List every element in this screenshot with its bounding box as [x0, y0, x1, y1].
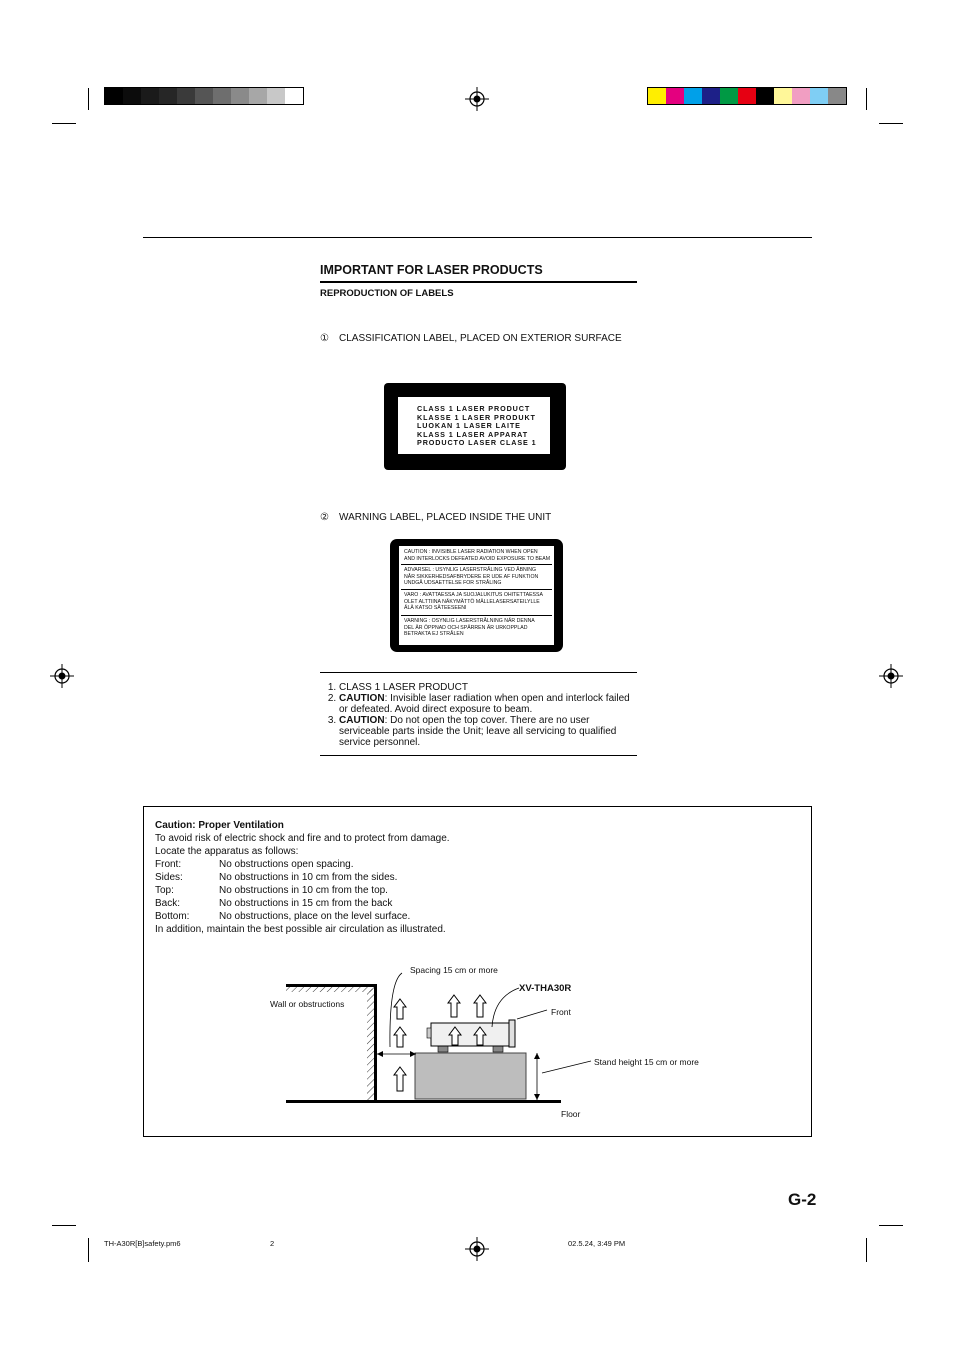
color-swatch [702, 88, 720, 104]
color-swatch [231, 88, 249, 104]
note-text: : Do not open the top cover. There are no user serviceable parts inside the Unit; leave all servicing to qualified service personnel. [339, 715, 617, 748]
crop-mark [879, 1225, 903, 1226]
color-swatch [738, 88, 756, 104]
note-item [339, 682, 639, 693]
note-item [339, 693, 639, 715]
crop-mark [52, 123, 76, 124]
warning-line: NÅR SIKKERHEDSAFBRYDERE ER UDE AF FUNKTION [404, 573, 539, 580]
vent-text: In addition, maintain the best possible air circulation as illustrated. [155, 924, 446, 935]
color-swatch [720, 88, 738, 104]
color-swatch [285, 88, 303, 104]
color-swatch [756, 88, 774, 104]
footer-date: 02.5.24, 3:49 PM [568, 1239, 626, 1248]
vent-row-value: No obstructions in 10 cm from the top. [219, 885, 388, 896]
registration-mark-icon [465, 87, 489, 111]
notes-rule-top [320, 672, 637, 673]
vent-title: Caution: Proper Ventilation [155, 820, 284, 831]
ventilation-box [143, 806, 812, 1137]
color-swatch-bar [647, 87, 847, 105]
note-item [339, 715, 639, 748]
color-swatch [828, 88, 846, 104]
color-swatch [141, 88, 159, 104]
color-swatch [177, 88, 195, 104]
color-swatch [213, 88, 231, 104]
color-swatch [810, 88, 828, 104]
crop-mark [866, 88, 867, 110]
warning-line: DEL ÄR ÖPPNAD OCH SPÄRREN ÄR URKOPPLAD [404, 624, 528, 631]
vent-text: Locate the apparatus as follows: [155, 846, 299, 857]
page-number: G-2 [788, 1190, 817, 1209]
warning-line: ADVARSEL : USYNLIG LASERSTRÅLING VED ÅBNING [404, 567, 537, 573]
warning-line: ÄLÄ KATSO SÄTEESEENI [404, 605, 467, 611]
crop-mark [879, 123, 903, 124]
color-swatch [267, 88, 285, 104]
heading-underline [320, 281, 637, 283]
warning-line: UNDGÅ UDSAETTELSE FOR STRÅLING [404, 580, 502, 586]
color-swatch [249, 88, 267, 104]
color-swatch [774, 88, 792, 104]
footer-page: 2 [270, 1239, 275, 1248]
vent-row-key: Bottom: [155, 911, 190, 922]
gray-swatch-bar [104, 87, 304, 105]
vent-row-value: No obstructions in 15 cm from the back [219, 898, 393, 909]
diagram-label-spacing: Spacing 15 cm or more [410, 965, 498, 975]
section-subheading: REPRODUCTION OF LABELS [320, 288, 454, 299]
note-text: CLASS 1 LASER PRODUCT [339, 682, 468, 693]
note-caution: CAUTION [339, 715, 385, 726]
notes-list [328, 682, 639, 748]
color-swatch [195, 88, 213, 104]
color-swatch [123, 88, 141, 104]
crop-mark [866, 1238, 867, 1262]
vent-row-key: Top: [155, 885, 174, 896]
crop-mark [52, 1225, 76, 1226]
crop-mark [88, 1238, 89, 1262]
color-swatch [105, 88, 123, 104]
footer-file: TH-A30R[B]safety.pm6 [104, 1239, 181, 1248]
vent-text: To avoid risk of electric shock and fire and to protect from damage. [155, 833, 450, 844]
item-text: WARNING LABEL, PLACED INSIDE THE UNIT [339, 512, 552, 523]
registration-mark-icon [465, 1237, 489, 1261]
label-line: LUOKAN 1 LASER LAITE [417, 421, 521, 430]
registration-mark-icon [50, 664, 74, 688]
label-line: PRODUCTO LASER CLASE 1 [417, 438, 537, 447]
warning-line: VARNING : OSYNLIG LASERSTRÅLNING NÄR DENNA [404, 618, 535, 624]
color-swatch [666, 88, 684, 104]
notes-rule-bottom [320, 755, 637, 756]
vent-row-value: No obstructions, place on the level surface. [219, 911, 411, 922]
warning-line: VARO : AVATTAESSA JA SUOJALUKITUS OHITETTAESSA [404, 592, 543, 598]
item-text: CLASSIFICATION LABEL, PLACED ON EXTERIOR SURFACE [339, 333, 622, 344]
vent-row-value: No obstructions in 10 cm from the sides. [219, 872, 398, 883]
vent-row-value: No obstructions open spacing. [219, 859, 354, 870]
note-caution: CAUTION [339, 693, 385, 704]
warning-line: AND INTERLOCKS DEFEATED AVOID EXPOSURE TO BEAM [404, 555, 551, 562]
ventilation-diagram [144, 807, 811, 1136]
color-swatch [648, 88, 666, 104]
warning-line: OLET ALTTIINA NÄKYMÄTTÖ MÄLLELASERSATEILYLLE [404, 598, 540, 605]
item-number: ② [320, 512, 329, 523]
vent-row-key: Back: [155, 898, 181, 909]
warning-label [390, 539, 563, 652]
color-swatch [684, 88, 702, 104]
vent-row-key: Front: [155, 859, 182, 870]
diagram-label-floor: Floor [561, 1109, 581, 1119]
color-swatch [159, 88, 177, 104]
top-rule [143, 237, 812, 238]
section-heading: IMPORTANT FOR LASER PRODUCTS [320, 263, 543, 277]
note-text: : Invisible laser radiation when open and interlock failed or defeated. Avoid direct exposure to beam. [339, 693, 630, 715]
registration-mark-icon [879, 664, 903, 688]
diagram-label-model: XV-THA30R [519, 983, 572, 994]
vent-row-key: Sides: [155, 872, 183, 883]
label-line: CLASS 1 LASER PRODUCT [417, 404, 531, 413]
color-swatch [792, 88, 810, 104]
label-line: KLASSE 1 LASER PRODUKT [417, 412, 536, 422]
diagram-label-stand: Stand height 15 cm or more [594, 1057, 699, 1067]
diagram-label-front: Front [551, 1007, 571, 1017]
classification-label [384, 383, 566, 470]
crop-mark [88, 88, 89, 110]
warning-line: CAUTION : INVISIBLE LASER RADIATION WHEN OPEN [404, 549, 538, 555]
diagram-label-wall: Wall or obstructions [270, 999, 345, 1009]
label-line: KLASS 1 LASER APPARAT [417, 429, 529, 439]
warning-line: BETRAKTA EJ STRÅLEN [404, 631, 464, 637]
item-number: ① [320, 333, 329, 344]
